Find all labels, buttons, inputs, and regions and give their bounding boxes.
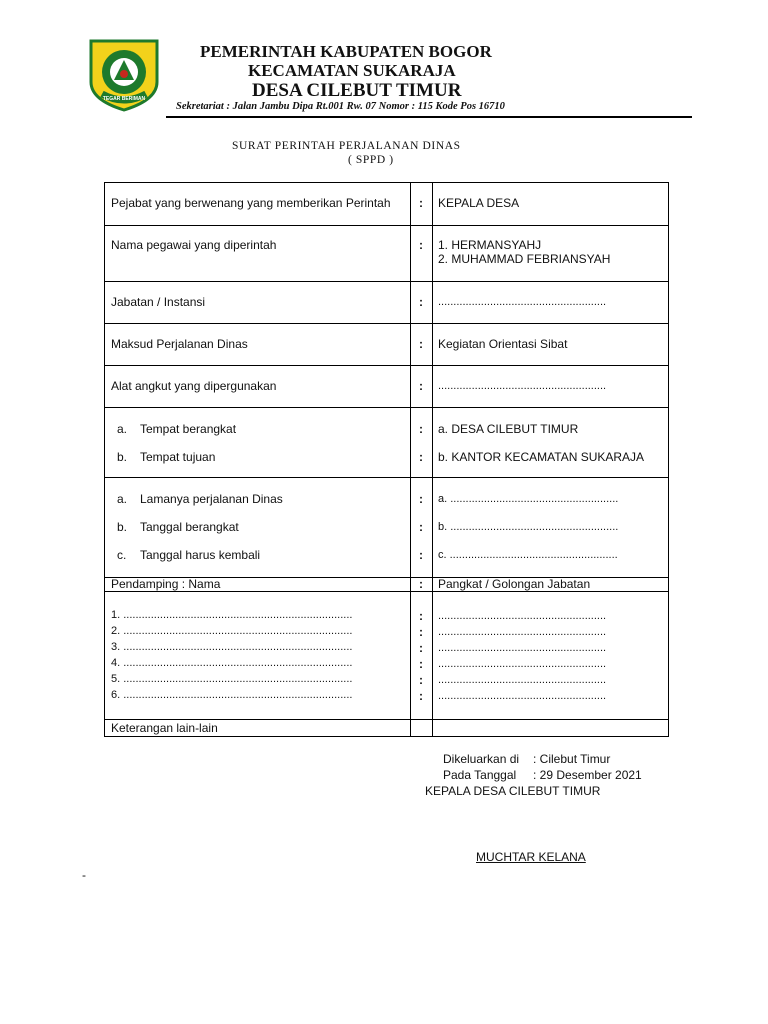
- row-authority-value: KEPALA DESA: [438, 196, 520, 210]
- row-duration-value: a. .......................................................: [438, 493, 619, 505]
- remarks-label: Keterangan lain-lain: [111, 721, 218, 735]
- row-employee-value-2: 2. MUHAMMAD FEBRIANSYAH: [438, 252, 611, 266]
- row-duration-letter: a.: [117, 492, 128, 506]
- row-destination-letter: b.: [117, 450, 128, 464]
- companion-colon-6: :: [419, 689, 423, 703]
- row-return-date-letter: c.: [117, 548, 127, 562]
- regency-logo: [88, 38, 160, 112]
- companion-rank-5: .......................................................: [438, 674, 607, 686]
- companion-rank-2: .......................................................: [438, 626, 607, 638]
- footer-dash: -: [82, 868, 86, 882]
- companion-rank-6: .......................................................: [438, 690, 607, 702]
- companion-rank-4: .......................................................: [438, 658, 607, 670]
- issued-date-label: Pada Tanggal: [443, 768, 517, 782]
- row-purpose-value: Kegiatan Orientasi Sibat: [438, 337, 568, 351]
- signatory-position: KEPALA DESA CILEBUT TIMUR: [425, 784, 601, 798]
- row-duration-colon: :: [419, 492, 423, 506]
- header-government: PEMERINTAH KABUPATEN BOGOR: [200, 42, 492, 61]
- companion-name-1: 1. ...........................................................................: [111, 609, 353, 621]
- companion-rank-3: .......................................................: [438, 642, 607, 654]
- row-departure-label: Tempat berangkat: [140, 422, 237, 436]
- row-destination-label: Tempat tujuan: [140, 450, 216, 464]
- companion-name-4: 4. ...........................................................................: [111, 657, 353, 669]
- issued-at-value: : Cilebut Timur: [533, 752, 611, 766]
- header-village: DESA CILEBUT TIMUR: [252, 80, 462, 101]
- companion-rank-1: .......................................................: [438, 610, 607, 622]
- companion-name-2: 2. ...........................................................................: [111, 625, 353, 637]
- row-employee-value-1: 1. HERMANSYAHJ: [438, 238, 542, 252]
- header-district: KECAMATAN SUKARAJA: [248, 61, 456, 80]
- row-purpose-colon: :: [419, 337, 423, 351]
- companion-colon-3: :: [419, 641, 423, 655]
- row-depart-date-label: Tanggal berangkat: [140, 520, 239, 534]
- companion-colon-5: :: [419, 673, 423, 687]
- row-return-date-colon: :: [419, 548, 423, 562]
- row-departure-colon: :: [419, 422, 423, 436]
- row-position-label: Jabatan / Instansi: [111, 295, 206, 309]
- row-purpose-label: Maksud Perjalanan Dinas: [111, 337, 248, 351]
- companion-name-3: 3. ...........................................................................: [111, 641, 353, 653]
- header-address: Sekretariat : Jalan Jambu Dipa Rt.001 Rw. 07 Nomor : 115 Kode Pos 16710: [176, 101, 505, 112]
- row-authority-colon: :: [419, 196, 423, 210]
- row-employee-label: Nama pegawai yang diperintah: [111, 238, 277, 252]
- row-return-date-label: Tanggal harus kembali: [140, 548, 261, 562]
- issued-date-value: : 29 Desember 2021: [533, 768, 642, 782]
- companion-header-colon: :: [419, 577, 423, 591]
- row-return-date-value: c. .......................................................: [438, 549, 618, 561]
- row-destination-colon: :: [419, 450, 423, 464]
- companion-header-label: Pendamping : Nama: [111, 577, 221, 591]
- document-title: SURAT PERINTAH PERJALANAN DINAS: [232, 140, 461, 152]
- header-rule: [166, 116, 692, 118]
- row-transport-value: .......................................................: [438, 380, 607, 392]
- row-transport-colon: :: [419, 379, 423, 393]
- signatory-name: MUCHTAR KELANA: [476, 850, 586, 864]
- row-destination-value: b. KANTOR KECAMATAN SUKARAJA: [438, 450, 645, 464]
- companion-name-6: 6. ...........................................................................: [111, 689, 353, 701]
- row-depart-date-letter: b.: [117, 520, 128, 534]
- row-employee-colon: :: [419, 238, 423, 252]
- companion-colon-2: :: [419, 625, 423, 639]
- issued-at-label: Dikeluarkan di: [443, 752, 520, 766]
- row-depart-date-value: b. .......................................................: [438, 521, 619, 533]
- companion-colon-1: :: [419, 609, 423, 623]
- companion-colon-4: :: [419, 657, 423, 671]
- row-departure-value: a. DESA CILEBUT TIMUR: [438, 422, 579, 436]
- svg-text:TEGAR BERIMAN: TEGAR BERIMAN: [102, 96, 146, 102]
- document-subtitle: ( SPPD ): [348, 154, 394, 166]
- row-position-value: .......................................................: [438, 296, 607, 308]
- row-duration-label: Lamanya perjalanan Dinas: [140, 492, 283, 506]
- row-position-colon: :: [419, 295, 423, 309]
- row-transport-label: Alat angkut yang dipergunakan: [111, 379, 277, 393]
- row-departure-letter: a.: [117, 422, 128, 436]
- companion-header-value: Pangkat / Golongan Jabatan: [438, 577, 591, 591]
- companion-name-5: 5. ...........................................................................: [111, 673, 353, 685]
- row-authority-label: Pejabat yang berwenang yang memberikan Perintah: [111, 196, 391, 210]
- row-depart-date-colon: :: [419, 520, 423, 534]
